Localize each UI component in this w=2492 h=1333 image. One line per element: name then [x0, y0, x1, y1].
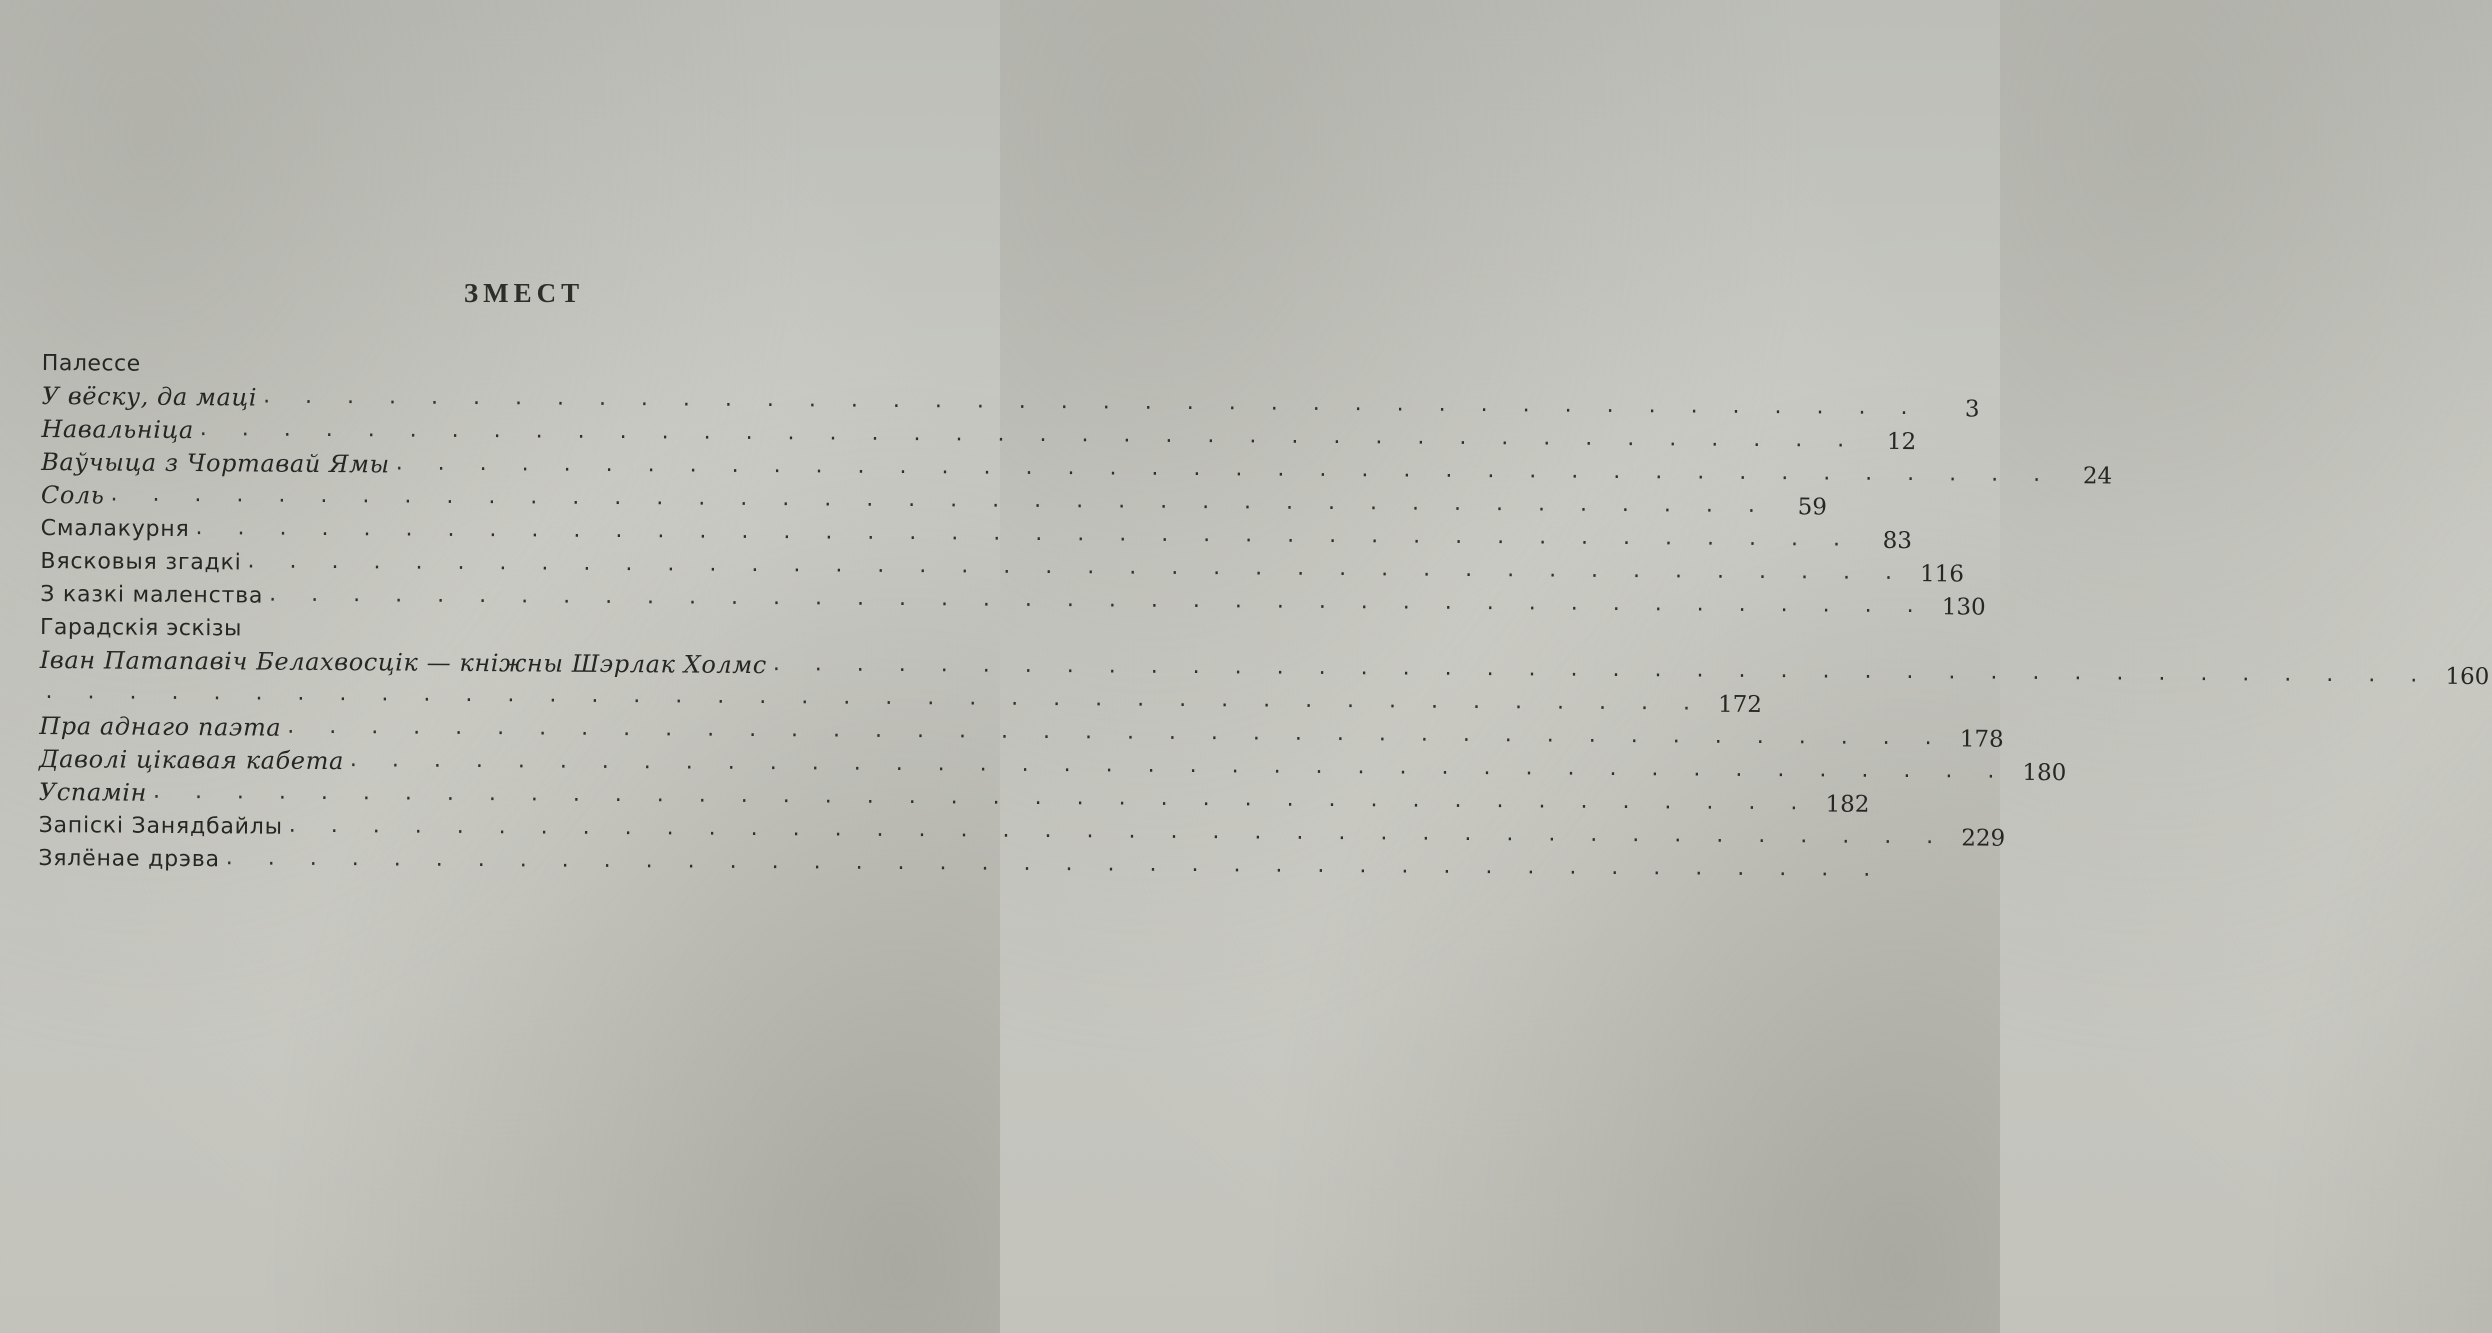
- toc-section-title: Палессе: [41, 350, 141, 377]
- dot-leader: . . . . . . . . . . . . . . . . . . . . . . . . . . . . . . . . . . . . . . . .: [349, 747, 2009, 784]
- page-title: ЗМЕСТ: [463, 278, 585, 308]
- dot-leader: . . . . . . . . . . . . . . . . . . . . . . . . . . . . . . . . . . . . . . . .: [395, 450, 2055, 488]
- toc-page-number: 59: [1797, 494, 1828, 521]
- dot-leader: . . . . . . . . . . . . . . . . . . . . . . . . . . . . . . . . . . . . . . . .: [152, 778, 1812, 816]
- toc-entry-title: Запіскі Занядбайлы: [38, 812, 283, 840]
- dot-leader: . . . . . . . . . . . . . . . . . . . . . . . . . . . . . . . . . . . . . . . .: [199, 416, 1859, 453]
- toc-page-number: 229: [1961, 825, 2006, 852]
- dot-leader: . . . . . . . . . . . . . . . . . . . . . . . . . . . . . . . . . . . . . . . .: [269, 581, 1928, 619]
- toc-entry-title: Навальніца: [41, 414, 194, 445]
- toc-page-number: 182: [1825, 791, 1870, 818]
- toc-page-number: 180: [2022, 759, 2067, 787]
- dot-leader: . . . . . . . . . . . . . . . . . . . . . . . . . . . . . . . . . . . . . . . .: [288, 812, 1948, 850]
- toc-page-number: 160: [2445, 663, 2490, 691]
- dot-leader: . . . . . . . . . . . . . . . . . . . . . . . . . . . . . . . . . . . . . . . .: [110, 481, 1770, 519]
- dot-leader: . . . . . . . . . . . . . . . . . . . . . . . . . . . . . . . . . . . . . . . .: [225, 845, 1885, 882]
- toc-page-number: 130: [1941, 594, 1986, 621]
- toc-entry-title: Зялёнае дрэва: [38, 845, 220, 873]
- toc-entry-title: Пра аднаго паэта: [39, 711, 282, 742]
- dot-leader: . . . . . . . . . . . . . . . . . . . . . . . . . . . . . . . . . . . . . . . .: [287, 713, 1946, 751]
- toc-page-number: 178: [1959, 726, 2004, 753]
- dot-leader: . . . . . . . . . . . . . . . . . . . . . . . . . . . . . . . . . . . . . . . .: [195, 515, 1855, 552]
- toc-page-number: 116: [1919, 561, 1965, 588]
- toc-entry-title: Соль: [40, 480, 105, 510]
- toc-entry-title: Даволі цікавая кабета: [38, 744, 345, 776]
- toc-page-number: 24: [2082, 463, 2113, 490]
- dot-leader: . . . . . . . . . . . . . . . . . . . . . . . . . . . . . . . . . . . . . . . .: [772, 651, 2432, 688]
- table-of-contents: [38, 342, 2490, 882]
- toc-page-number: 83: [1882, 527, 1913, 555]
- toc-page-number: 12: [1886, 428, 1917, 456]
- toc-entry-title: Вясковыя згадкі: [40, 548, 242, 576]
- toc-entry-title: З казкі маленства: [40, 581, 264, 609]
- dot-leader: . . . . . . . . . . . . . . . . . . . . . . . . . . . . . . . . . . . . . . . .: [247, 548, 1907, 586]
- toc-entry-title: Ваўчыца з Чортавай Ямы: [41, 447, 390, 479]
- dot-leader: . . . . . . . . . . . . . . . . . . . . . . . . . . . . . . . . . . . . . . . .: [263, 383, 1922, 421]
- toc-entry-title: У вёску, да маці: [41, 381, 258, 412]
- toc-entry-title: Успамін: [38, 777, 148, 807]
- toc-page-number: 172: [1717, 691, 1763, 719]
- dot-leader: . . . . . . . . . . . . . . . . . . . . . . . . . . . . . . . . . . . . . . . .: [45, 679, 1705, 716]
- toc-entry-title: Іван Патапавіч Белахвосцік — кніжны Шэрлак Холмс: [39, 645, 767, 680]
- toc-section-title: Гарадскія эскізы: [39, 614, 243, 642]
- toc-page-number: 3: [1964, 396, 1980, 423]
- toc-entry: [38, 837, 1885, 882]
- toc-entry-title: Смалакурня: [40, 515, 190, 543]
